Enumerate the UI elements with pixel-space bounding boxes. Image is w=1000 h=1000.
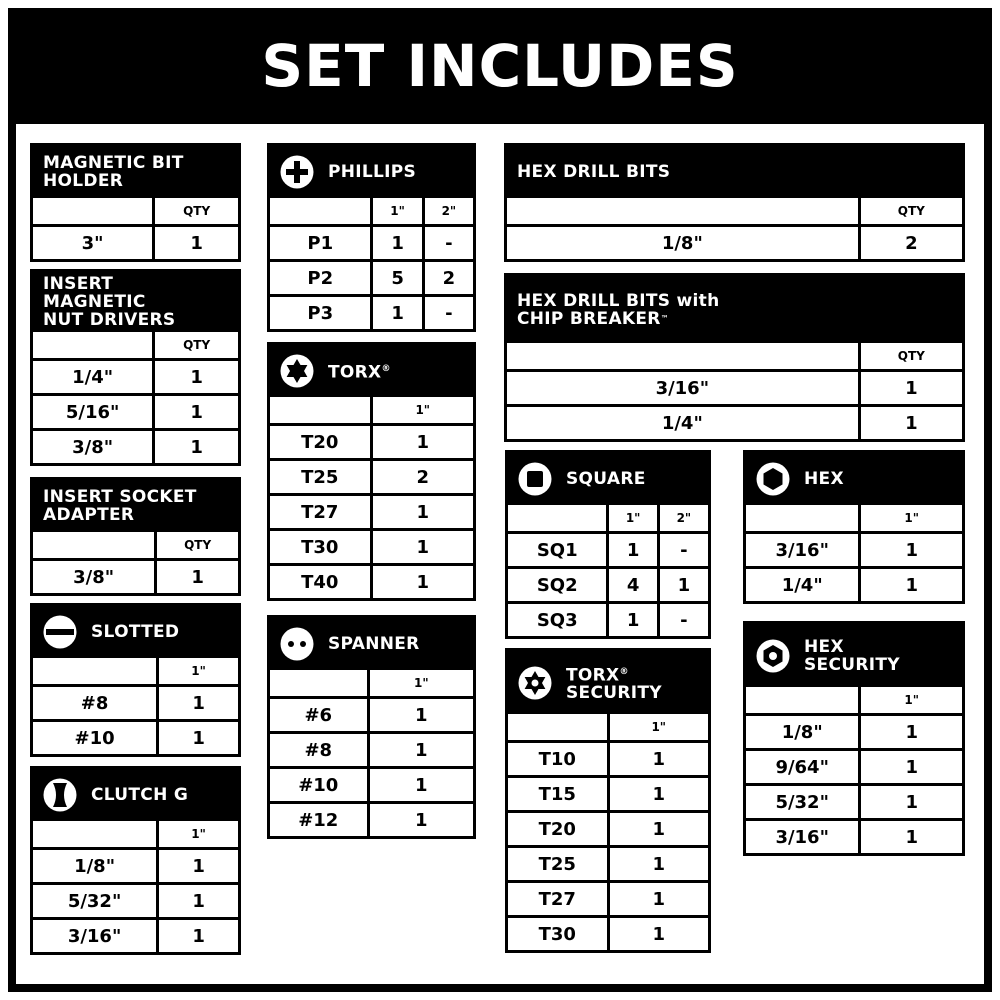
table-phillips xyxy=(267,143,476,332)
table-header xyxy=(746,624,962,687)
table-row xyxy=(33,684,238,719)
column-header: 1" xyxy=(367,670,473,696)
table-row xyxy=(270,294,473,329)
column-header-blank xyxy=(33,198,152,224)
column-header-blank xyxy=(270,198,370,224)
column-header-blank xyxy=(507,198,858,224)
column-header-blank xyxy=(507,343,858,369)
table-row xyxy=(746,566,962,601)
column-header: 1" xyxy=(156,658,238,684)
qty-cell: 2 xyxy=(858,227,962,259)
table-header-text xyxy=(566,470,646,488)
table-row xyxy=(508,775,708,810)
column-header-blank xyxy=(508,505,606,531)
qty-cell: 1 xyxy=(606,604,656,636)
qty-cell: 5 xyxy=(370,262,421,294)
column-header-blank xyxy=(33,821,156,847)
size-cell: T15 xyxy=(538,783,576,805)
column-header-blank xyxy=(270,397,370,423)
size-cell: SQ1 xyxy=(536,539,578,561)
qty-cell: 1 xyxy=(370,496,474,528)
size-cell: #10 xyxy=(298,774,339,796)
size-cell: #8 xyxy=(304,739,333,761)
size-cell: 3/16" xyxy=(775,539,829,561)
table-row xyxy=(270,696,473,731)
table-row xyxy=(33,719,238,754)
size-cell: T25 xyxy=(538,853,576,875)
table-hex xyxy=(743,450,965,604)
size-cell: 1/8" xyxy=(74,855,116,877)
size-cell: 3/16" xyxy=(655,377,710,399)
column-header-row xyxy=(270,670,473,696)
size-cell: SQ3 xyxy=(536,609,578,631)
header-label: PHILLIPS xyxy=(328,162,417,182)
header-label: HEX xyxy=(804,636,844,657)
table-header-text xyxy=(517,292,719,328)
qty-cell: 1 xyxy=(607,813,709,845)
column-header-blank xyxy=(33,532,154,558)
size-cell: T20 xyxy=(538,818,576,840)
table-header-text xyxy=(328,635,420,653)
column-header-row xyxy=(33,332,238,358)
slotted-icon xyxy=(43,615,77,649)
qty-cell: 1 xyxy=(370,227,421,259)
column-header-blank xyxy=(33,658,156,684)
table-header xyxy=(508,651,708,714)
qty-cell: 1 xyxy=(858,372,962,404)
table-insert-magnetic-nut-drivers xyxy=(30,269,241,466)
table-row xyxy=(270,458,473,493)
column-header-row xyxy=(746,505,962,531)
table-row xyxy=(507,369,962,404)
qty-cell: 1 xyxy=(607,778,709,810)
qty-cell: 1 xyxy=(367,734,473,766)
header-line xyxy=(566,684,662,702)
qty-cell: - xyxy=(422,297,473,329)
qty-cell: 1 xyxy=(858,821,962,853)
header-line xyxy=(804,656,900,674)
page-title: SET INCLUDES xyxy=(261,32,739,100)
size-cell: T20 xyxy=(301,431,339,453)
header-label: INSERT xyxy=(43,274,114,294)
qty-cell: 1 xyxy=(367,699,473,731)
table-header xyxy=(33,146,238,198)
qty-cell: 1 xyxy=(156,850,238,882)
size-cell: T27 xyxy=(301,501,339,523)
header-line xyxy=(43,275,175,293)
table-row xyxy=(507,404,962,439)
table-row xyxy=(270,528,473,563)
table-header xyxy=(507,146,962,198)
qty-cell: 1 xyxy=(370,297,421,329)
column-header-row xyxy=(270,198,473,224)
header-label: HOLDER xyxy=(43,171,124,191)
qty-cell: 1 xyxy=(156,920,238,952)
qty-cell: 1 xyxy=(607,743,709,775)
header-label: SPANNER xyxy=(328,634,420,654)
header-label: HEX DRILL BITS with xyxy=(517,290,720,311)
column-header: QTY xyxy=(154,532,238,558)
table-row xyxy=(33,358,238,393)
table-square xyxy=(505,450,711,639)
column-header: 1" xyxy=(370,397,474,423)
column-header-blank xyxy=(508,714,607,740)
table-header-text xyxy=(43,488,197,524)
table-row xyxy=(33,428,238,463)
column-header-row xyxy=(507,343,962,369)
table-header-text xyxy=(328,163,416,181)
hex-security-icon xyxy=(756,639,790,673)
square-icon xyxy=(518,462,552,496)
size-cell: 5/16" xyxy=(65,401,120,423)
table-row xyxy=(746,783,962,818)
column-header-row xyxy=(33,532,238,558)
size-cell: SQ2 xyxy=(536,574,578,596)
column-header: 1" xyxy=(858,687,962,713)
qty-cell: 2 xyxy=(370,461,474,493)
table-header xyxy=(33,769,238,821)
table-row xyxy=(33,882,238,917)
qty-cell: 1 xyxy=(607,918,709,950)
hex-icon xyxy=(756,462,790,496)
table-header xyxy=(33,272,238,332)
column-header: 1" xyxy=(370,198,421,224)
table-row xyxy=(508,810,708,845)
table-clutch-g xyxy=(30,766,241,955)
table-header xyxy=(270,146,473,198)
table-row xyxy=(508,601,708,636)
size-cell: #8 xyxy=(80,692,109,714)
column-header-row xyxy=(33,198,238,224)
size-cell: 5/32" xyxy=(67,890,122,912)
table-header-text xyxy=(328,360,391,382)
header-line xyxy=(43,311,175,329)
size-cell: 1/8" xyxy=(661,232,703,254)
qty-cell: 1 xyxy=(152,431,238,463)
size-cell: #12 xyxy=(298,809,339,831)
column-header-blank xyxy=(33,332,152,358)
table-header xyxy=(746,453,962,505)
column-header: 2" xyxy=(422,198,473,224)
table-row xyxy=(508,531,708,566)
qty-cell: 2 xyxy=(422,262,473,294)
table-row xyxy=(508,915,708,950)
table-row xyxy=(33,393,238,428)
size-cell: T30 xyxy=(301,536,339,558)
header-label: SECURITY xyxy=(566,683,662,704)
table-insert-socket-adapter xyxy=(30,477,241,596)
table-header-text xyxy=(517,163,670,181)
table-row xyxy=(270,259,473,294)
qty-cell: 1 xyxy=(858,786,962,818)
qty-cell: 1 xyxy=(657,569,708,601)
size-cell: T40 xyxy=(301,571,339,593)
table-row xyxy=(507,224,962,259)
table-hex-drill-bits xyxy=(504,143,965,262)
qty-cell: 1 xyxy=(858,407,962,439)
table-header xyxy=(33,606,238,658)
table-row xyxy=(270,224,473,259)
table-row xyxy=(33,847,238,882)
qty-cell: 1 xyxy=(370,566,474,598)
table-header-text xyxy=(804,638,900,674)
table-row xyxy=(508,845,708,880)
column-header-blank xyxy=(270,670,367,696)
header-line xyxy=(804,470,844,488)
header-label: HEX DRILL BITS xyxy=(517,162,671,182)
table-header xyxy=(270,618,473,670)
column-header: QTY xyxy=(858,198,962,224)
qty-cell: 1 xyxy=(367,769,473,801)
qty-cell: 1 xyxy=(858,751,962,783)
size-cell: T27 xyxy=(538,888,576,910)
qty-cell: 1 xyxy=(858,569,962,601)
qty-cell: 1 xyxy=(607,848,709,880)
table-magnetic-bit-holder xyxy=(30,143,241,262)
qty-cell: 1 xyxy=(156,722,238,754)
header-line xyxy=(43,172,184,190)
table-row xyxy=(508,740,708,775)
qty-cell: 1 xyxy=(152,396,238,428)
table-row xyxy=(270,423,473,458)
header-label: MAGNETIC BIT xyxy=(43,153,184,173)
header-label: NUT DRIVERS xyxy=(43,310,176,330)
table-header-text xyxy=(566,663,662,703)
trademark-mark: ™ xyxy=(660,313,670,323)
column-header-blank xyxy=(746,505,858,531)
column-header: QTY xyxy=(858,343,962,369)
qty-cell: 1 xyxy=(156,687,238,719)
header-label: TORX xyxy=(566,665,620,686)
header-line xyxy=(43,293,175,311)
table-row xyxy=(746,818,962,853)
qty-cell: 1 xyxy=(152,361,238,393)
size-cell: #10 xyxy=(74,727,115,749)
column-header-row xyxy=(746,687,962,713)
table-header-text xyxy=(91,623,179,641)
size-cell: P3 xyxy=(307,302,334,324)
table-spanner xyxy=(267,615,476,839)
qty-cell: 1 xyxy=(607,883,709,915)
table-header xyxy=(33,480,238,532)
header-line xyxy=(566,470,646,488)
table-row xyxy=(33,558,238,593)
size-cell: 3/8" xyxy=(72,436,114,458)
header-line xyxy=(328,360,391,382)
header-line xyxy=(566,663,662,685)
column-header-row xyxy=(508,714,708,740)
header-label: SQUARE xyxy=(566,469,646,489)
column-header-row xyxy=(270,397,473,423)
header-label: MAGNETIC xyxy=(43,292,146,312)
size-cell: 1/4" xyxy=(661,412,703,434)
size-cell: 3/16" xyxy=(67,925,122,947)
header-label: SECURITY xyxy=(804,654,900,675)
qty-cell: 1 xyxy=(606,534,656,566)
table-hex-drill-bits-chip-breaker xyxy=(504,273,965,442)
torx-security-icon xyxy=(518,666,552,700)
qty-cell: 1 xyxy=(367,804,473,836)
size-cell: 1/4" xyxy=(781,574,823,596)
header-line xyxy=(43,154,184,172)
column-header-row xyxy=(507,198,962,224)
table-hex-security xyxy=(743,621,965,856)
table-row xyxy=(270,493,473,528)
registered-mark: ® xyxy=(381,364,391,375)
table-header-text xyxy=(91,786,188,804)
size-cell: #6 xyxy=(304,704,333,726)
table-header xyxy=(270,345,473,397)
column-header: 1" xyxy=(607,714,709,740)
clutch-icon xyxy=(43,778,77,812)
table-header-text xyxy=(43,154,184,190)
header-line xyxy=(517,310,719,328)
header-label: CHIP BREAKER xyxy=(517,308,661,329)
size-cell: T25 xyxy=(301,466,339,488)
header-line xyxy=(804,638,900,656)
column-header-row xyxy=(33,658,238,684)
size-cell: 1/8" xyxy=(781,721,823,743)
column-header-row xyxy=(508,505,708,531)
column-header-blank xyxy=(746,687,858,713)
header-label: INSERT SOCKET xyxy=(43,487,197,507)
header-label: TORX xyxy=(328,362,382,383)
phillips-icon xyxy=(280,155,314,189)
registered-mark: ® xyxy=(619,666,629,677)
size-cell: 1/4" xyxy=(72,366,114,388)
size-cell: 3/16" xyxy=(775,826,829,848)
table-row xyxy=(33,917,238,952)
header-line xyxy=(517,163,670,181)
qty-cell: - xyxy=(422,227,473,259)
qty-cell: 4 xyxy=(606,569,656,601)
header-line xyxy=(43,506,197,524)
table-row xyxy=(270,731,473,766)
size-cell: P2 xyxy=(307,267,334,289)
table-row xyxy=(508,566,708,601)
table-header-text xyxy=(43,275,175,329)
header-line xyxy=(328,163,416,181)
qty-cell: - xyxy=(657,604,708,636)
size-cell: 3" xyxy=(81,232,104,254)
column-header: 1" xyxy=(858,505,962,531)
header-label: ADAPTER xyxy=(43,505,135,525)
table-torx xyxy=(267,342,476,601)
spanner-icon xyxy=(280,627,314,661)
table-row xyxy=(746,531,962,566)
table-row xyxy=(270,766,473,801)
column-header: QTY xyxy=(152,332,238,358)
qty-cell: 1 xyxy=(156,885,238,917)
qty-cell: 1 xyxy=(154,561,238,593)
size-cell: 9/64" xyxy=(775,756,829,778)
qty-cell: 1 xyxy=(370,531,474,563)
header-line xyxy=(328,635,420,653)
table-row xyxy=(270,563,473,598)
qty-cell: 1 xyxy=(858,716,962,748)
header-line xyxy=(517,292,719,310)
torx-icon xyxy=(280,354,314,388)
qty-cell: 1 xyxy=(370,426,474,458)
table-row xyxy=(746,713,962,748)
table-header-text xyxy=(804,470,844,488)
header-line xyxy=(91,786,188,804)
table-row xyxy=(508,880,708,915)
column-header: 1" xyxy=(156,821,238,847)
table-row xyxy=(746,748,962,783)
qty-cell: 1 xyxy=(152,227,238,259)
column-header-row xyxy=(33,821,238,847)
table-header xyxy=(507,276,962,343)
size-cell: 3/8" xyxy=(73,566,115,588)
header-label: CLUTCH G xyxy=(91,785,189,805)
qty-cell: 1 xyxy=(858,534,962,566)
header-line xyxy=(43,488,197,506)
column-header: 2" xyxy=(657,505,708,531)
size-cell: P1 xyxy=(307,232,334,254)
header-label: HEX xyxy=(804,469,844,489)
column-header: QTY xyxy=(152,198,238,224)
size-cell: T10 xyxy=(538,748,576,770)
size-cell: T30 xyxy=(538,923,576,945)
qty-cell: - xyxy=(657,534,708,566)
size-cell: 5/32" xyxy=(775,791,829,813)
column-header: 1" xyxy=(606,505,656,531)
table-slotted xyxy=(30,603,241,757)
table-header xyxy=(508,453,708,505)
header-line xyxy=(91,623,179,641)
table-row xyxy=(270,801,473,836)
table-row xyxy=(33,224,238,259)
header-label: SLOTTED xyxy=(91,622,180,642)
table-torx-security xyxy=(505,648,711,953)
